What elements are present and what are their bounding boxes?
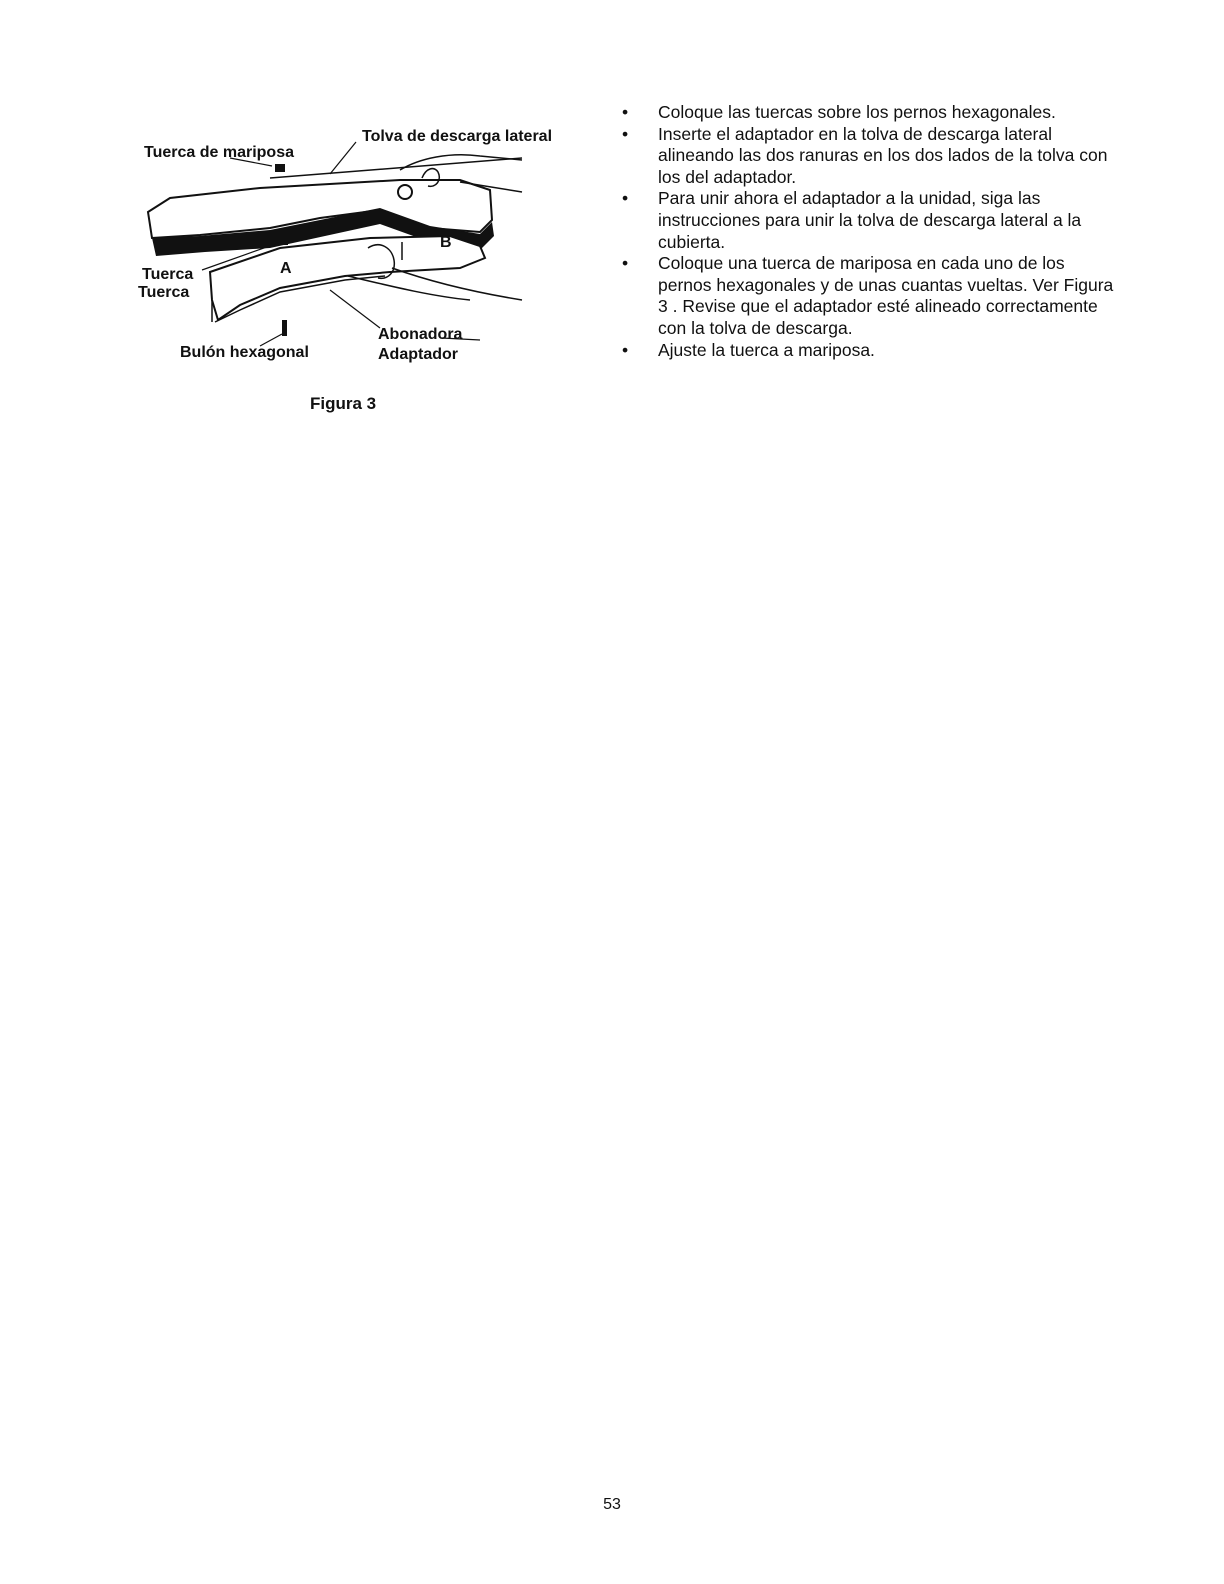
- page-number: 53: [603, 1496, 621, 1513]
- hex-bolt-mark: [282, 320, 287, 336]
- bullet-icon: •: [622, 188, 629, 209]
- wing-nut-mark: [275, 164, 285, 172]
- figure-3: [130, 100, 600, 420]
- label-tuerca-secondary: Tuerca: [138, 284, 190, 301]
- instruction-list: [618, 102, 1118, 361]
- instruction-text: Para unir ahora el adaptador a la unidad, siga las instrucciones para unir la tolva de descarga lateral a la cubierta.: [658, 188, 1082, 252]
- label-bulon-hexagonal: Bulón hexagonal: [180, 344, 309, 361]
- label-letter-a: A: [280, 260, 292, 277]
- list-item: [618, 124, 1118, 189]
- list-item: [618, 253, 1118, 339]
- bullet-icon: •: [622, 339, 629, 360]
- bullet-icon: •: [622, 123, 629, 144]
- figure-caption: Figura 3: [310, 394, 377, 413]
- label-abonadora: Abonadora: [378, 326, 463, 343]
- label-tuerca-de-mariposa: Tuerca de mariposa: [144, 144, 294, 161]
- label-adaptador: Adaptador: [378, 346, 458, 363]
- bullet-icon: •: [622, 102, 629, 122]
- label-tolva-de-descarga-lateral: Tolva de descarga lateral: [362, 128, 553, 145]
- instruction-text: Coloque las tuercas sobre los pernos hexagonales.: [658, 102, 1056, 122]
- list-item: [618, 102, 1118, 124]
- list-item: [618, 340, 1118, 362]
- label-tuerca: Tuerca: [142, 266, 194, 283]
- instruction-text: Ajuste la tuerca a mariposa.: [658, 339, 875, 360]
- label-letter-b: B: [440, 234, 452, 251]
- instruction-text: Inserte el adaptador en la tolva de descarga lateral alineando las dos ranuras en los dos lados de la tolva con los del adaptador.: [658, 123, 1108, 187]
- instruction-text: Coloque una tuerca de mariposa en cada uno de los pernos hexagonales y de unas cuantas vueltas. Ver Figura 3 . Revise que el adaptador esté alineado correctamente con la tolva de descarga.: [658, 253, 1114, 338]
- list-item: [618, 188, 1118, 253]
- bullet-icon: •: [622, 253, 629, 274]
